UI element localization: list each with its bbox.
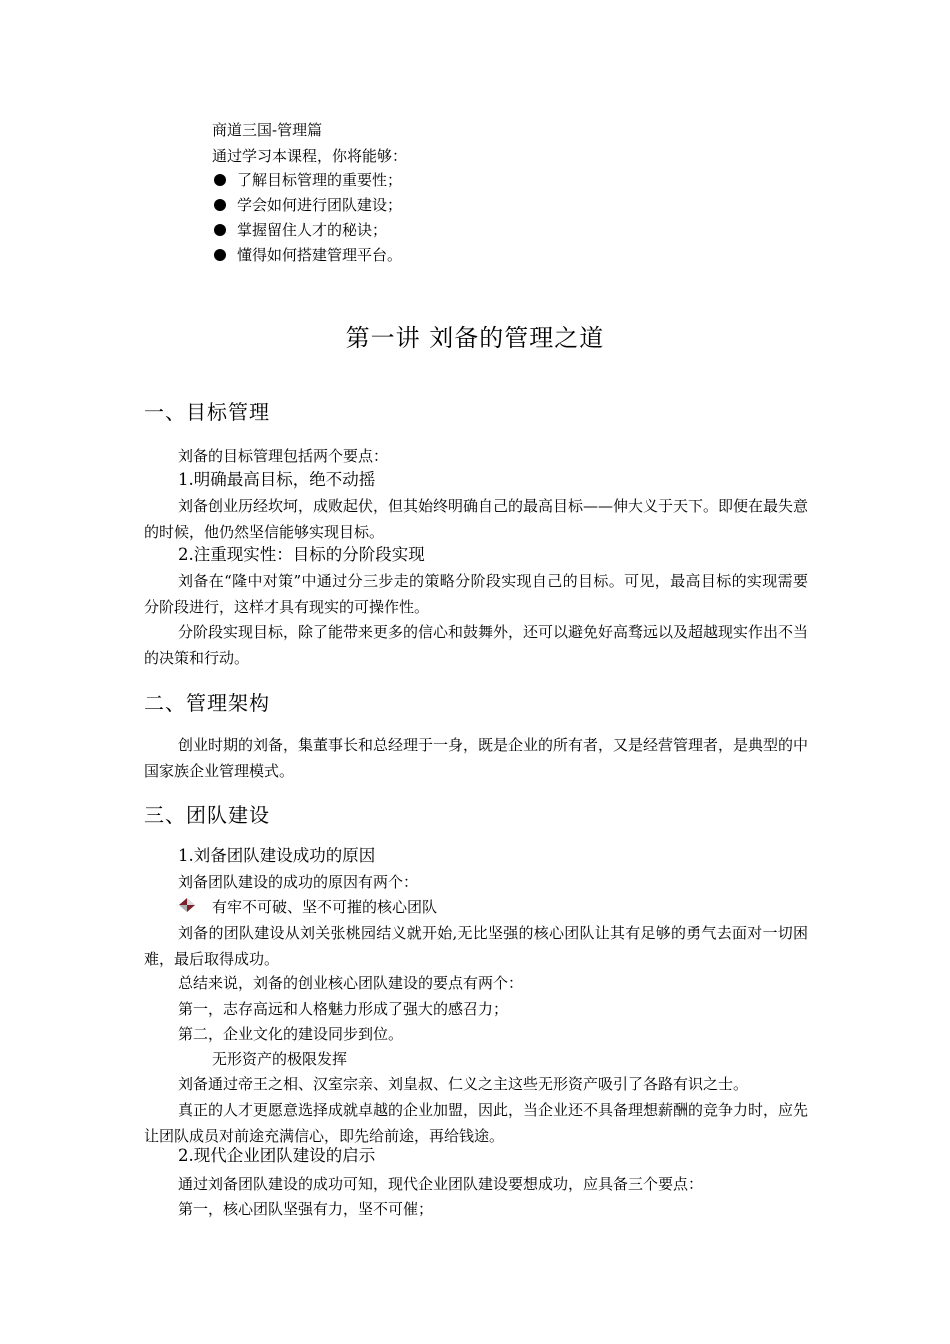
course-title: 商道三国-管理篇 (212, 121, 323, 139)
paragraph: 刘备团队建设的成功的原因有两个： (178, 873, 419, 891)
lecture-title: 第一讲 刘备的管理之道 (345, 324, 605, 352)
subheading: 2.注重现实性：目标的分阶段实现 (178, 545, 425, 564)
paragraph: 第一，志存高远和人格魅力形成了强大的感召力； (178, 1000, 509, 1018)
paragraph: 总结来说，刘备的创业核心团队建设的要点有两个： (178, 974, 524, 992)
list-item: 无形资产的极限发挥 (212, 1050, 348, 1068)
subheading: 2.现代企业团队建设的启示 (178, 1146, 376, 1165)
arrow-bullet-icon (177, 896, 197, 914)
list-item: 了解目标管理的重要性； (237, 171, 403, 189)
paragraph: 真正的人才更愿意选择成就卓越的企业加盟，因此，当企业还不具备理想薪酬的竞争力时，应先让团队成员对前途充满信心，即先给前途，再给钱途。 (144, 1101, 809, 1145)
bullet-icon (214, 199, 226, 211)
list-item: 懂得如何搭建管理平台。 (237, 246, 403, 264)
list-item: 学会如何进行团队建设； (237, 196, 403, 214)
list-item: 掌握留住人才的秘诀； (237, 221, 388, 239)
course-lead: 通过学习本课程，你将能够： (212, 147, 408, 165)
paragraph: 第二，企业文化的建设同步到位。 (178, 1025, 404, 1043)
section-heading: 三、团队建设 (144, 803, 270, 827)
paragraph: 刘备创业历经坎坷，成败起伏，但其始终明确自己的最高目标——伸大义于天下。即便在最失意的时候，他仍然坚信能够实现目标。 (144, 497, 809, 541)
paragraph: 刘备通过帝王之相、汉室宗亲、刘皇叔、仁义之主这些无形资产吸引了各路有识之士。 (178, 1075, 749, 1093)
list-item: 有牢不可破、坚不可摧的核心团队 (212, 898, 438, 916)
paragraph: 第一，核心团队坚强有力，坚不可催； (178, 1200, 434, 1218)
paragraph: 刘备的目标管理包括两个要点： (178, 447, 389, 465)
paragraph: 通过刘备团队建设的成功可知，现代企业团队建设要想成功，应具备三个要点： (178, 1175, 704, 1193)
paragraph: 分阶段实现目标，除了能带来更多的信心和鼓舞外，还可以避免好高骛远以及超越现实作出不当的决策和行动。 (144, 623, 809, 667)
section-heading: 二、管理架构 (144, 691, 270, 715)
bullet-icon (214, 224, 226, 236)
bullet-icon (214, 174, 226, 186)
paragraph: 刘备的团队建设从刘关张桃园结义就开始,无比坚强的核心团队让其有足够的勇气去面对一切困难，最后取得成功。 (144, 924, 808, 968)
subheading: 1.明确最高目标，绝不动摇 (178, 470, 376, 489)
bullet-icon (214, 249, 226, 261)
paragraph: 刘备在“隆中对策”中通过分三步走的策略分阶段实现自己的目标。可见，最高目标的实现需要分阶段进行，这样才具有现实的可操作性。 (144, 572, 808, 616)
paragraph: 创业时期的刘备，集董事长和总经理于一身，既是企业的所有者，又是经营管理者，是典型的中国家族企业管理模式。 (144, 736, 809, 780)
subheading: 1.刘备团队建设成功的原因 (178, 846, 376, 865)
section-heading: 一、目标管理 (144, 400, 270, 424)
